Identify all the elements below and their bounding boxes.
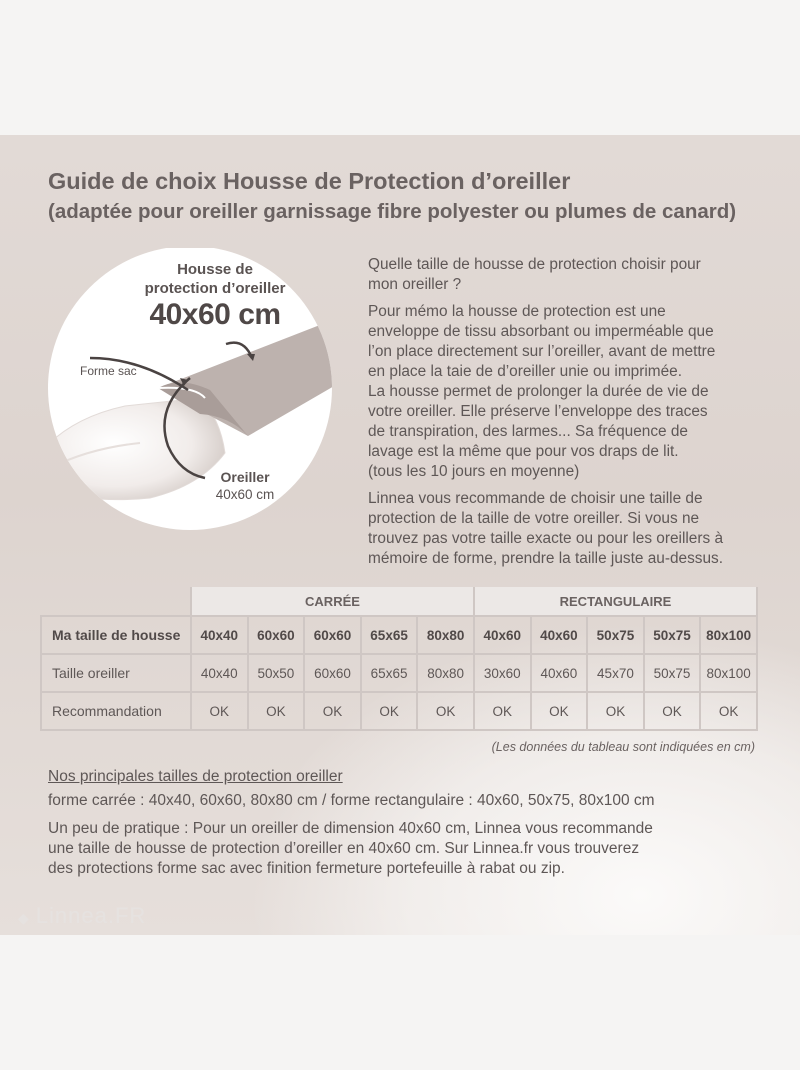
intro-paragraph-1: Pour mémo la housse de protection est une enveloppe de tissu absorbant ou imperméable que l’on place directement sur l’oreiller, avant de mettre en place la taie de d’oreiller unie ou imprimée. La housse permet de prolonger la durée de vie de votre oreiller. Elle préserve l’enveloppe des traces de transpiration, des larmes... Sa fréquence de lavage est la même que pour vos draps de lit. (tous les 10 jours en moyenne) xyxy=(368,303,716,480)
logo-leaf-icon: ◆ xyxy=(18,910,30,926)
guide-panel xyxy=(0,135,800,935)
table-cell: 60x60 xyxy=(304,616,361,654)
intro-text xyxy=(368,255,768,576)
page-subtitle: (adaptée pour oreiller garnissage fibre polyester ou plumes de canard) xyxy=(48,200,737,223)
table-cell: 40x40 xyxy=(191,654,248,692)
bottom-text xyxy=(48,767,768,879)
table-cell: OK xyxy=(361,692,418,730)
table-cell: 60x60 xyxy=(248,616,305,654)
table-cell: 60x60 xyxy=(304,654,361,692)
page-title: Guide de choix Housse de Protection d’oreiller xyxy=(48,168,571,194)
housse-size-label: 40x60 cm xyxy=(149,298,281,331)
table-cell: 65x65 xyxy=(361,654,418,692)
table-cell: 50x75 xyxy=(587,616,644,654)
table-cell: OK xyxy=(417,692,474,730)
table-cell: 40x60 xyxy=(531,654,588,692)
table-row xyxy=(41,692,757,730)
table-cell: OK xyxy=(587,692,644,730)
table-cell: 80x80 xyxy=(417,654,474,692)
table-cell: OK xyxy=(474,692,531,730)
table-cell: 40x60 xyxy=(474,616,531,654)
group-carree: CARRÉE xyxy=(191,587,474,616)
intro-paragraph-2: Linnea vous recommande de choisir une taille de protection de la taille de votre oreiller. Si vous ne trouvez pas votre taille exacte ou pour les oreillers à mémoire de forme, prendre la taille juste au-dessus. xyxy=(368,490,724,567)
table-cell: 40x40 xyxy=(191,616,248,654)
forme-sac-label: Forme sac xyxy=(80,364,137,378)
table-cell: OK xyxy=(191,692,248,730)
table-cell: OK xyxy=(304,692,361,730)
table-cell: 50x75 xyxy=(644,654,701,692)
table-cell: 80x100 xyxy=(700,616,757,654)
row-label-oreiller: Taille oreiller xyxy=(41,654,191,692)
row-label-reco: Recommandation xyxy=(41,692,191,730)
table-cell: 30x60 xyxy=(474,654,531,692)
practice-paragraph: Un peu de pratique : Pour un oreiller de dimension 40x60 cm, Linnea vous recommande une taille de housse de protection d’oreiller en 40x60 cm. Sur Linnea.fr vous trouverez des protections forme sac avec finition fermeture portefeuille à rabat ou zip. xyxy=(48,820,653,877)
row-label-housse: Ma taille de housse xyxy=(41,616,191,654)
table-cell: 45x70 xyxy=(587,654,644,692)
size-table xyxy=(40,587,758,731)
table-row xyxy=(41,654,757,692)
table-cell: 65x65 xyxy=(361,616,418,654)
table-cell: 50x75 xyxy=(644,616,701,654)
table-cell: OK xyxy=(248,692,305,730)
table-note: (Les données du tableau sont indiquées en cm) xyxy=(491,740,755,754)
table-cell: OK xyxy=(531,692,588,730)
table-cell: 80x80 xyxy=(417,616,474,654)
pillow-illustration xyxy=(30,248,350,533)
linnea-logo: ◆ Linnea.FR xyxy=(18,903,147,928)
housse-label: Housse de protection d’oreiller xyxy=(144,261,286,297)
sizes-heading: Nos principales tailles de protection oreiller xyxy=(48,768,343,785)
group-rectangulaire: RECTANGULAIRE xyxy=(474,587,757,616)
table-cell: 40x60 xyxy=(531,616,588,654)
table-cell: OK xyxy=(700,692,757,730)
table-row xyxy=(41,616,757,654)
table-cell: OK xyxy=(644,692,701,730)
intro-question: Quelle taille de housse de protection choisir pour mon oreiller ? xyxy=(368,256,701,293)
table-cell: 80x100 xyxy=(700,654,757,692)
oreiller-label: Oreiller 40x60 cm xyxy=(215,469,275,502)
sizes-line: forme carrée : 40x40, 60x60, 80x80 cm / forme rectangulaire : 40x60, 50x75, 80x100 cm xyxy=(48,792,655,809)
table-cell: 50x50 xyxy=(248,654,305,692)
